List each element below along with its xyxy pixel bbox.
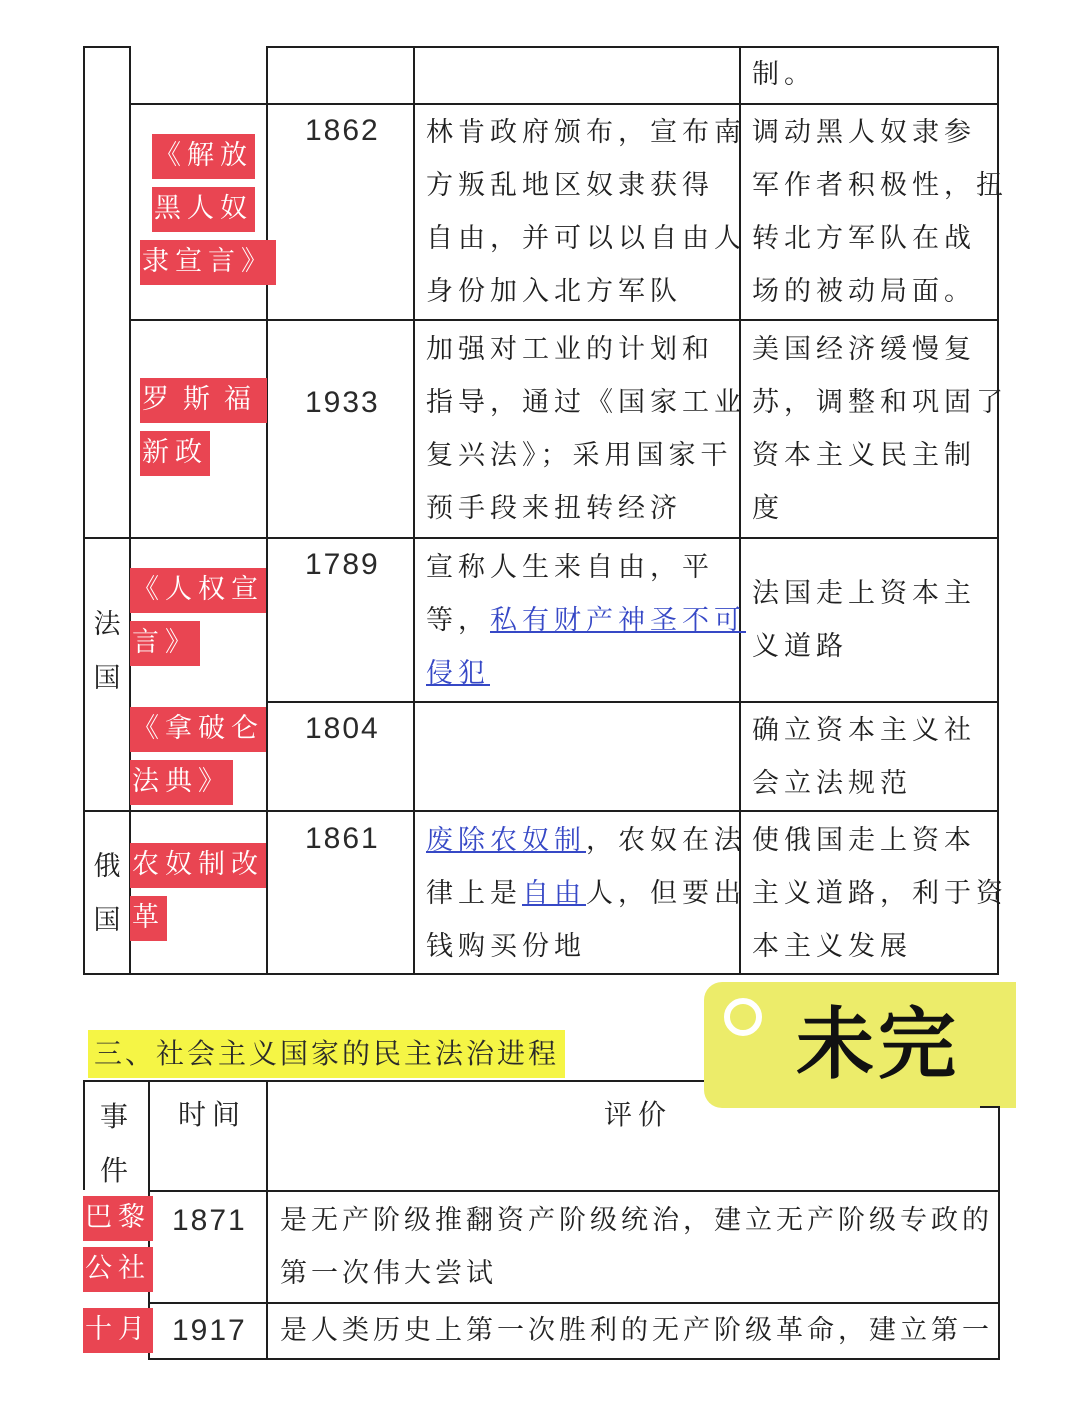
section-title: 三、社会主义国家的民主法治进程 — [88, 1030, 565, 1078]
effect-line: 调动黑人奴隶参 — [752, 117, 976, 148]
event-label-line: 新政 — [140, 431, 210, 476]
event-label-line: 农奴制改 — [130, 843, 266, 888]
year-cell: 1804 — [305, 712, 380, 745]
event-label — [130, 843, 266, 949]
content-line: 预手段来扭转经济 — [426, 493, 682, 524]
effect-cell: 制。 — [752, 59, 816, 90]
effect-cell — [752, 567, 976, 673]
effect-line: 美国经济缓慢复 — [752, 334, 976, 365]
content-line: 加强对工业的计划和 — [426, 334, 714, 365]
effect-line: 军作者积极性，扭 — [752, 170, 1008, 201]
event-label-line: 公社 — [83, 1247, 153, 1292]
eval-line: 是人类历史上第一次胜利的无产阶级革命，建立第一 — [280, 1315, 993, 1346]
highlight-text: 自由 — [522, 878, 586, 909]
eval-cell — [280, 1304, 993, 1357]
highlight-text: 废除农奴制 — [426, 825, 586, 856]
content-line: 复兴法》；采用国家干 — [426, 440, 733, 471]
header-eval: 评价 — [604, 1098, 673, 1131]
content-line: 身份加入北方军队 — [426, 276, 682, 307]
table1-border-top — [267, 46, 998, 48]
table2-col-divider — [998, 1106, 1000, 1360]
country-char: 俄 — [93, 851, 121, 882]
content-line: ，农奴在法 — [586, 825, 746, 856]
effect-line: 度 — [752, 493, 784, 524]
effect-cell — [752, 814, 1008, 973]
table1-col-divider — [83, 46, 85, 975]
header-char: 事 — [100, 1100, 135, 1133]
eval-line: 是无产阶级推翻资产阶级统治，建立无产阶级专政的 — [280, 1205, 993, 1236]
content-line: 自由，并可以以自由人 — [426, 223, 746, 254]
event-label-line: 《人权宣 — [130, 568, 266, 613]
effect-line: 资本主义民主制 — [752, 440, 976, 471]
effect-line: 主义道路，利于资 — [752, 878, 1008, 909]
header-event — [100, 1090, 135, 1198]
effect-line: 苏，调整和巩固了 — [752, 387, 1008, 418]
country-label — [84, 840, 130, 948]
table2-border-bottom — [148, 1358, 1000, 1360]
highlight-text: 侵犯 — [426, 658, 490, 689]
event-label-line: 隶宣言》 — [140, 240, 276, 285]
content-line: 宣称人生来自由，平 — [426, 552, 714, 583]
table1-col-divider — [413, 46, 415, 975]
table2-col-divider — [266, 1080, 268, 1360]
year-cell: 1933 — [305, 386, 380, 419]
table1-row-divider — [267, 701, 998, 703]
header-char: 件 — [100, 1154, 135, 1187]
content-cell — [426, 814, 746, 973]
event-label-line: 黑人奴 — [152, 187, 255, 232]
event-label-line: 十月 — [83, 1308, 153, 1353]
effect-cell — [752, 323, 1008, 535]
event-label — [130, 707, 266, 813]
country-char: 国 — [93, 663, 121, 694]
content-line: 指导，通过《国家工业 — [426, 387, 746, 418]
effect-line: 义道路 — [752, 631, 848, 662]
effect-line: 使俄国走上资本 — [752, 825, 976, 856]
table1-row-divider — [130, 319, 998, 321]
header-time: 时间 — [178, 1098, 247, 1131]
effect-line: 场的被动局面。 — [752, 276, 976, 307]
table1-border-bottom — [83, 973, 998, 975]
tag-hole-icon — [724, 998, 762, 1036]
country-char: 国 — [93, 905, 121, 936]
table1-col-divider — [129, 46, 131, 975]
effect-line: 本主义发展 — [752, 931, 912, 962]
content-line: 方叛乱地区奴隶获得 — [426, 170, 714, 201]
table2-col-divider — [83, 1080, 85, 1190]
event-label-line: 法典》 — [130, 760, 233, 805]
country-char: 法 — [93, 609, 121, 640]
effect-line: 法国走上资本主 — [752, 578, 976, 609]
table2-border-top — [83, 1080, 704, 1082]
eval-cell — [280, 1194, 993, 1300]
content-line: 林肯政府颁布，宣布南 — [426, 117, 746, 148]
event-label — [83, 1196, 153, 1300]
table2-row-divider — [148, 1190, 1000, 1192]
event-label — [140, 134, 276, 293]
content-cell — [426, 106, 746, 318]
content-line: 钱购买份地 — [426, 931, 586, 962]
year-cell: 1917 — [172, 1314, 247, 1347]
effect-line: 转北方军队在战 — [752, 223, 976, 254]
event-label — [83, 1308, 153, 1361]
event-label-line: 巴黎 — [83, 1196, 153, 1241]
event-label-line: 言》 — [130, 621, 200, 666]
event-label-line: 革 — [130, 896, 167, 941]
tag-text: 未完 — [796, 1000, 961, 1090]
effect-cell — [752, 704, 976, 810]
year-cell: 1871 — [172, 1204, 247, 1237]
content-cell — [426, 323, 746, 535]
event-label-line: 罗斯福 — [140, 378, 267, 423]
table1-border-top — [83, 46, 130, 48]
unfinished-tag — [704, 982, 1016, 1108]
effect-cell — [752, 106, 1008, 318]
content-line: 人，但要出 — [586, 878, 746, 909]
event-label-line: 《拿破仑 — [130, 707, 266, 752]
effect-line: 会立法规范 — [752, 768, 912, 799]
country-label — [84, 598, 130, 706]
table2-border-top — [980, 1106, 1000, 1108]
table1-row-divider — [83, 537, 998, 539]
year-cell: 1789 — [305, 548, 380, 581]
eval-line: 第一次伟大尝试 — [280, 1258, 497, 1289]
content-cell — [426, 541, 746, 700]
content-line: 律上是 — [426, 878, 522, 909]
effect-line: 确立资本主义社 — [752, 715, 976, 746]
event-label — [140, 378, 267, 484]
event-label-line: 《解放 — [152, 134, 255, 179]
table1-row-divider — [130, 103, 998, 105]
content-line: 等， — [426, 605, 490, 636]
year-cell: 1862 — [305, 114, 380, 147]
event-label — [130, 568, 266, 674]
year-cell: 1861 — [305, 822, 380, 855]
highlight-text: 私有财产神圣不可 — [490, 605, 746, 636]
